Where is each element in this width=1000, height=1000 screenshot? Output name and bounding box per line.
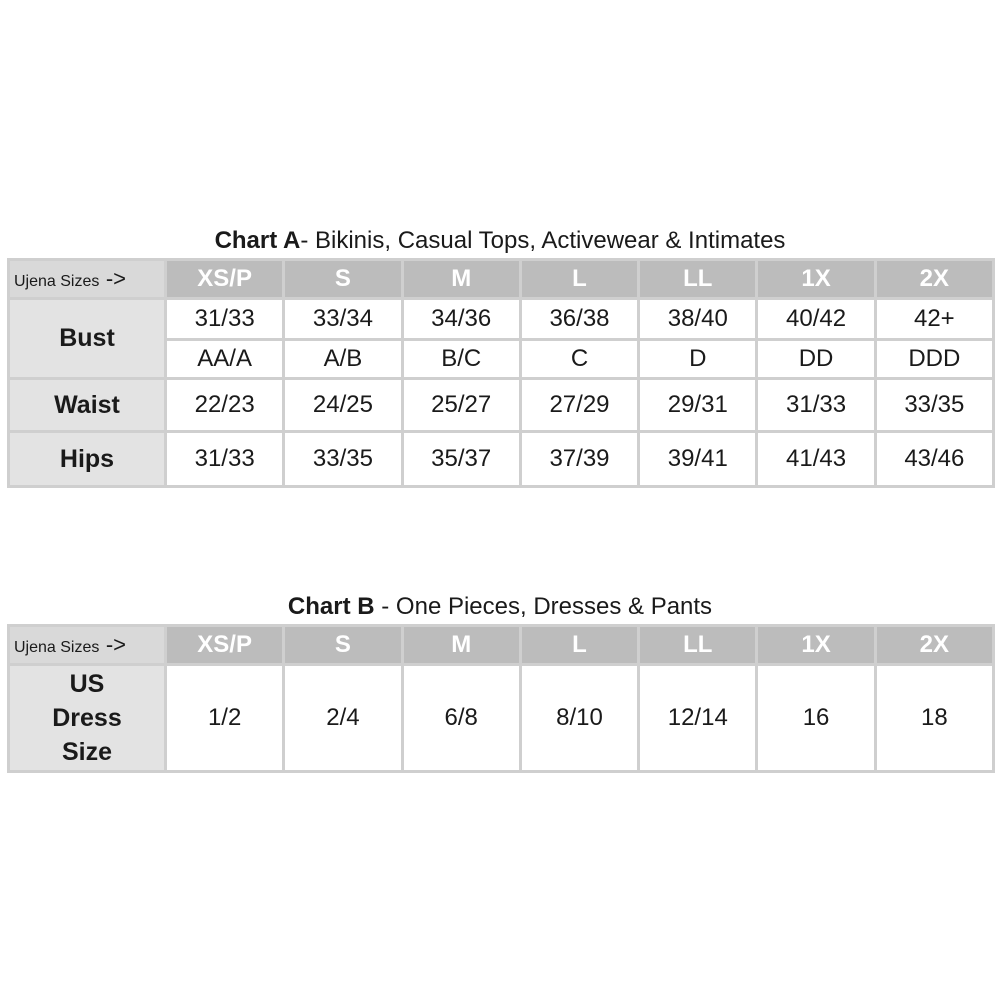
waist-label: Waist — [10, 380, 164, 430]
hips-label: Hips — [10, 433, 164, 485]
dress-size-cell: 18 — [877, 666, 992, 770]
size-header-1x: 1X — [758, 627, 873, 663]
bust-cell: 38/40 — [640, 300, 755, 338]
us-dress-size-label — [10, 666, 164, 770]
waist-cell: 22/23 — [167, 380, 282, 430]
chart-b-title-bold: Chart B — [287, 593, 375, 620]
size-header-xsp: XS/P — [167, 261, 282, 297]
waist-cell: 29/31 — [640, 380, 755, 430]
hips-cell: 31/33 — [167, 433, 282, 485]
hips-cell: 43/46 — [877, 433, 992, 485]
dress-size-cell: 2/4 — [285, 666, 400, 770]
chart-b-title — [0, 592, 1000, 622]
chart-a-table — [7, 258, 995, 488]
size-header-l: L — [522, 261, 637, 297]
size-header-l: L — [522, 627, 637, 663]
size-header-s: S — [285, 627, 400, 663]
ujena-sizes-text: Ujena Sizes — [14, 639, 100, 656]
us-dress-size-label-line: Dress — [52, 704, 122, 732]
us-dress-size-label-line: Size — [61, 738, 113, 766]
hips-cell: 41/43 — [758, 433, 873, 485]
dress-size-cell: 8/10 — [522, 666, 637, 770]
cup-cell: D — [640, 341, 755, 377]
cup-cell: DDD — [877, 341, 992, 377]
ujena-sizes-label — [10, 261, 164, 297]
arrow-icon: -> — [105, 266, 127, 291]
ujena-sizes-text: Ujena Sizes — [14, 273, 100, 290]
bust-cell: 34/36 — [404, 300, 519, 338]
bust-cell: 40/42 — [758, 300, 873, 338]
size-header-2x: 2X — [877, 261, 992, 297]
cup-cell: C — [522, 341, 637, 377]
waist-cell: 24/25 — [285, 380, 400, 430]
hips-cell: 39/41 — [640, 433, 755, 485]
chart-b-title-rest: - One Pieces, Dresses & Pants — [374, 593, 713, 620]
dress-size-cell: 12/14 — [640, 666, 755, 770]
bust-cell: 36/38 — [522, 300, 637, 338]
hips-cell: 33/35 — [285, 433, 400, 485]
waist-row — [10, 380, 992, 430]
ujena-sizes-label — [10, 627, 164, 663]
bust-row — [10, 300, 992, 338]
chart-b-table — [7, 624, 995, 773]
cup-cell: B/C — [404, 341, 519, 377]
dress-size-cell: 16 — [758, 666, 873, 770]
chart-a-title-bold: Chart A — [214, 227, 301, 254]
waist-cell: 31/33 — [758, 380, 873, 430]
size-header-ll: LL — [640, 261, 755, 297]
bust-cell: 33/34 — [285, 300, 400, 338]
arrow-icon: -> — [105, 632, 127, 657]
chart-b-header-row — [10, 627, 992, 663]
dress-size-cell: 1/2 — [167, 666, 282, 770]
bust-label: Bust — [10, 300, 164, 377]
chart-a-header-row — [10, 261, 992, 297]
cup-cell: AA/A — [167, 341, 282, 377]
hips-row — [10, 433, 992, 485]
hips-cell: 37/39 — [522, 433, 637, 485]
bust-cell: 42+ — [877, 300, 992, 338]
size-header-xsp: XS/P — [167, 627, 282, 663]
size-header-1x: 1X — [758, 261, 873, 297]
size-header-m: M — [404, 261, 519, 297]
waist-cell: 25/27 — [404, 380, 519, 430]
chart-a-title — [0, 226, 1000, 256]
hips-cell: 35/37 — [404, 433, 519, 485]
size-header-s: S — [285, 261, 400, 297]
bust-cell: 31/33 — [167, 300, 282, 338]
waist-cell: 33/35 — [877, 380, 992, 430]
size-header-ll: LL — [640, 627, 755, 663]
waist-cell: 27/29 — [522, 380, 637, 430]
cup-cell: DD — [758, 341, 873, 377]
us-dress-size-row — [10, 666, 992, 770]
us-dress-size-label-line: US — [69, 670, 105, 698]
size-header-m: M — [404, 627, 519, 663]
dress-size-cell: 6/8 — [404, 666, 519, 770]
size-header-2x: 2X — [877, 627, 992, 663]
chart-a-title-rest: - Bikinis, Casual Tops, Activewear & Intimates — [300, 227, 786, 254]
cup-cell: A/B — [285, 341, 400, 377]
